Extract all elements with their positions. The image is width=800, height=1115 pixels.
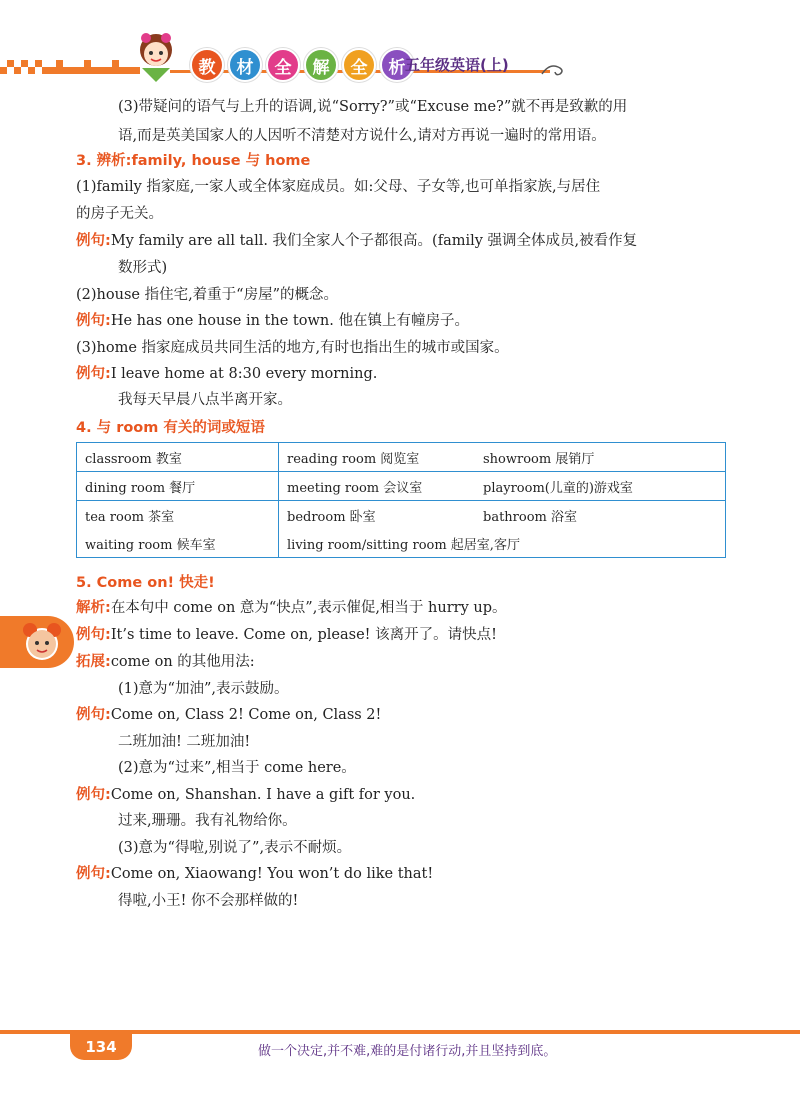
text-line: (3)带疑问的语气与上升的语调,说“Sorry?”或“Excuse me?”就不再是致歉的用 xyxy=(118,99,628,115)
section-heading-3: 3. 辨析:family, house 与 home xyxy=(76,153,311,169)
text-line: (1)意为“加油”,表示鼓励。 xyxy=(118,681,289,697)
example-line xyxy=(76,864,433,884)
text-line: 过来,珊珊。我有礼物给你。 xyxy=(118,813,297,829)
text-line: (3)意为“得啦,别说了”,表示不耐烦。 xyxy=(118,840,352,856)
book-title xyxy=(190,48,414,82)
example-line xyxy=(76,625,497,645)
grade-subject-label: 五年级英语(上) xyxy=(405,56,509,74)
table-cell: tea room 茶室 xyxy=(77,501,279,530)
example-text: My family are all tall. 我们全家人个子都很高。(family 强调全体成员,被看作复 xyxy=(110,233,638,249)
header-checker-strip xyxy=(0,60,140,74)
table-row xyxy=(77,529,726,558)
extension-line xyxy=(76,652,255,672)
table-cell: playroom(儿童的)游戏室 xyxy=(475,472,726,501)
example-label: 例句: xyxy=(76,787,111,803)
table-cell: meeting room 会议室 xyxy=(279,472,476,501)
table-cell: bedroom 卧室 xyxy=(279,501,476,530)
table-cell: waiting room 候车室 xyxy=(77,529,279,558)
text-line: 我每天早晨八点半离开家。 xyxy=(118,392,292,408)
swirl-icon xyxy=(540,60,566,78)
example-line xyxy=(76,785,415,805)
room-vocabulary-table xyxy=(76,442,726,558)
example-text: It’s time to leave. Come on, please! 该离开了。请快点! xyxy=(110,627,497,643)
example-label: 例句: xyxy=(76,233,111,249)
example-label: 例句: xyxy=(76,866,111,882)
explanation-label: 解析: xyxy=(76,600,111,616)
title-char-2: 材 xyxy=(228,48,262,82)
table-row xyxy=(77,501,726,530)
table-cell: living room/sitting room 起居室,客厅 xyxy=(279,529,726,558)
example-text: He has one house in the town. 他在镇上有幢房子。 xyxy=(110,313,469,329)
page-number: 134 xyxy=(85,1038,117,1056)
text-line: 的房子无关。 xyxy=(76,206,163,222)
example-line xyxy=(76,364,377,384)
side-tab xyxy=(0,616,74,668)
table-row xyxy=(77,472,726,501)
text-line: 语,而是英美国家人的人因听不清楚对方说什么,请对方再说一遍时的常用语。 xyxy=(118,128,606,144)
section-heading-5: 5. Come on! 快走! xyxy=(76,575,215,591)
table-cell: bathroom 浴室 xyxy=(475,501,726,530)
table-cell: classroom 教室 xyxy=(77,443,279,472)
table-cell: dining room 餐厅 xyxy=(77,472,279,501)
example-label: 例句: xyxy=(76,366,111,382)
title-char-6: 析 xyxy=(380,48,414,82)
section-heading-4: 4. 与 room 有关的词或短语 xyxy=(76,420,265,436)
table-cell: reading room 阅览室 xyxy=(279,443,476,472)
title-char-3: 全 xyxy=(266,48,300,82)
text-line: (2)意为“过来”,相当于 come here。 xyxy=(118,760,356,776)
table-row xyxy=(77,443,726,472)
text-line: (1)family 指家庭,一家人或全体家庭成员。如:父母、子女等,也可单指家族,与居住 xyxy=(76,179,601,195)
footer-motto: 做一个决定,并不难,难的是付诸行动,并且坚持到底。 xyxy=(258,1044,557,1059)
explanation-line xyxy=(76,598,507,618)
example-line xyxy=(76,705,381,725)
title-char-1: 教 xyxy=(190,48,224,82)
text-line: 得啦,小王! 你不会那样做的! xyxy=(118,893,299,909)
example-text: Come on, Class 2! Come on, Class 2! xyxy=(110,707,382,723)
example-text: Come on, Xiaowang! You won’t do like that! xyxy=(110,866,434,882)
extension-label: 拓展: xyxy=(76,654,111,670)
text-line: (3)home 指家庭成员共同生活的地方,有时也指出生的城市或国家。 xyxy=(76,340,509,356)
example-line xyxy=(76,231,637,251)
explanation-text: 在本句中 come on 意为“快点”,表示催促,相当于 hurry up。 xyxy=(110,600,507,616)
mascot-face-icon xyxy=(20,620,64,664)
text-line: (2)house 指住宅,着重于“房屋”的概念。 xyxy=(76,287,339,303)
extension-text: come on 的其他用法: xyxy=(110,654,255,670)
mascot-girl-icon xyxy=(128,28,184,84)
title-char-5: 全 xyxy=(342,48,376,82)
title-char-4: 解 xyxy=(304,48,338,82)
example-label: 例句: xyxy=(76,707,111,723)
text-line: 数形式) xyxy=(118,260,168,276)
text-line: 二班加油! 二班加油! xyxy=(118,734,251,750)
example-label: 例句: xyxy=(76,627,111,643)
table-cell: showroom 展销厅 xyxy=(475,443,726,472)
example-label: 例句: xyxy=(76,313,111,329)
example-text: Come on, Shanshan. I have a gift for you. xyxy=(110,787,416,803)
example-line xyxy=(76,311,469,331)
example-text: I leave home at 8:30 every morning. xyxy=(110,366,378,382)
